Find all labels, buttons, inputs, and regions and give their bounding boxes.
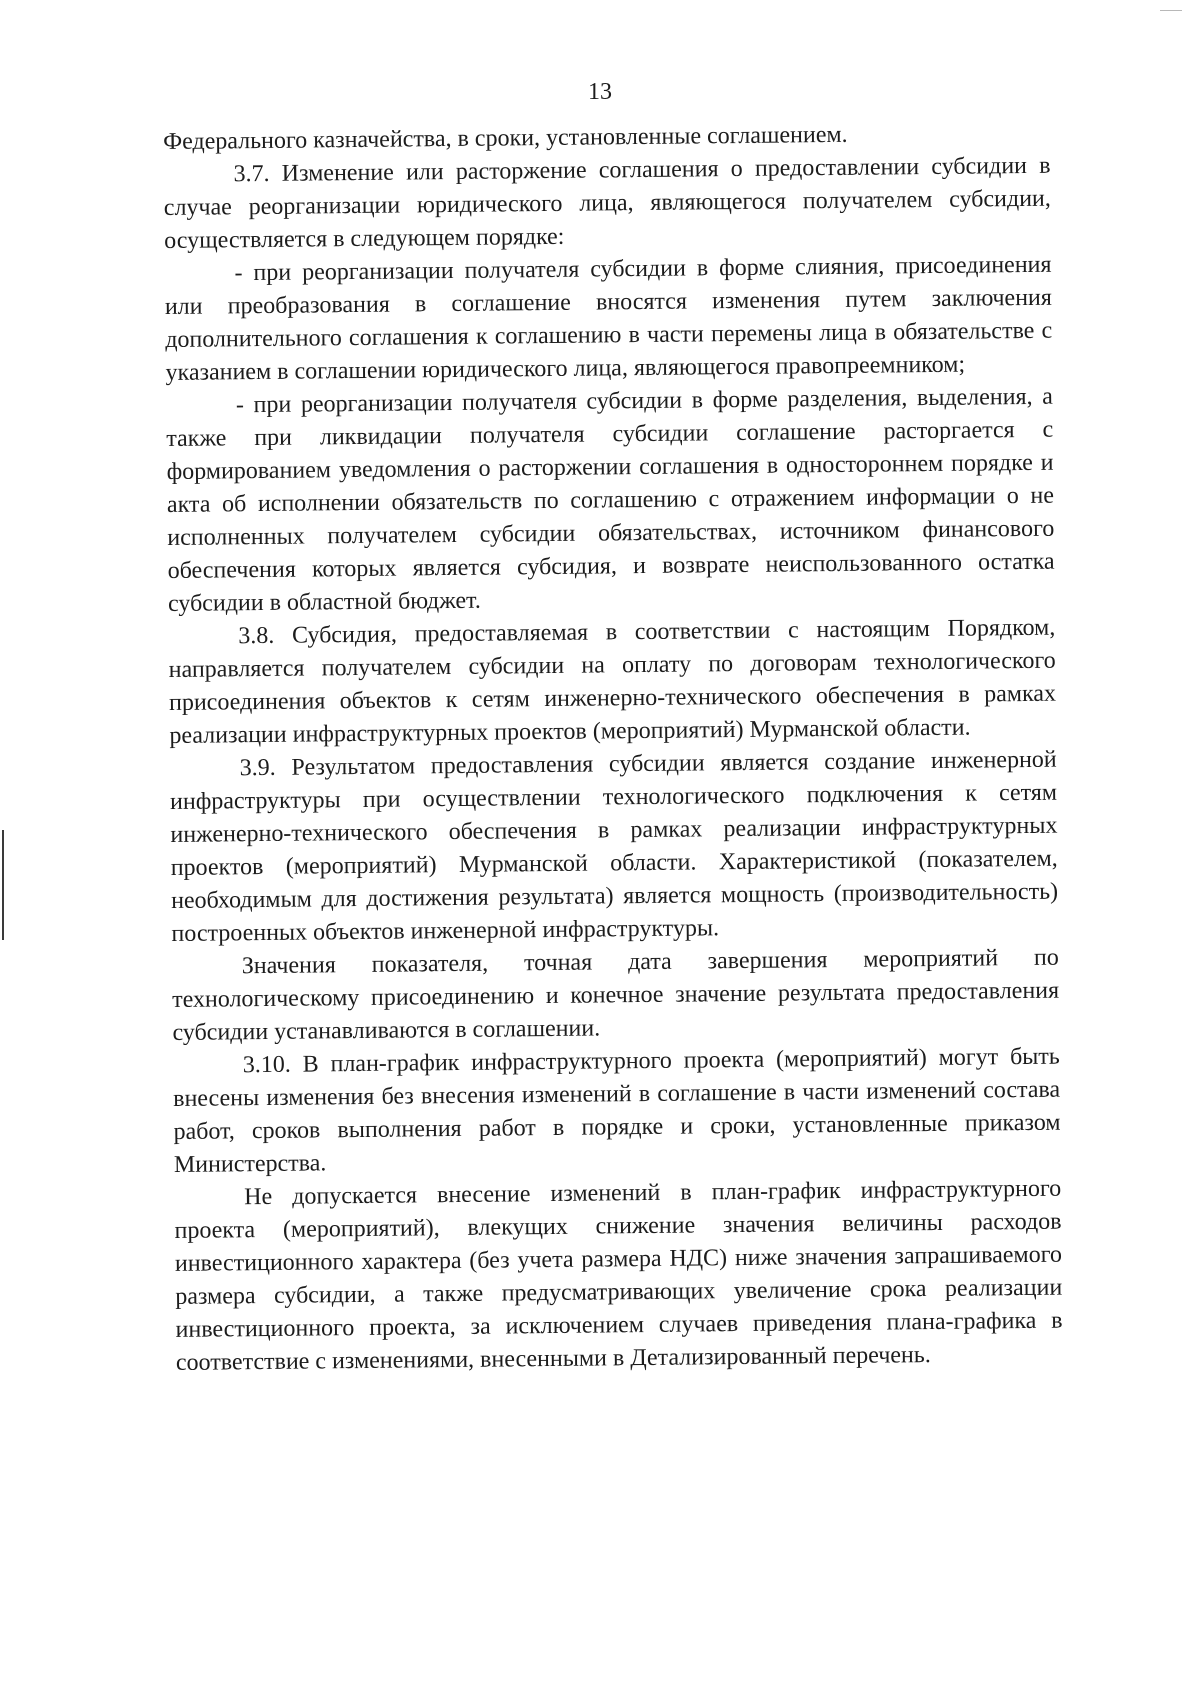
paragraph-3-7: 3.7. Изменение или расторжение соглашения о предоставлении субсидии в случае реорганизации юридического лица, являющегося получателем субсидии, осуществляется в следующем порядке: — [163, 152, 1051, 254]
document-body — [163, 117, 1063, 1380]
paragraph-3-10: 3.10. В план-график инфраструктурного проекта (мероприятий) могут быть внесены изменения без внесения изменений в соглашение в части изменений состава работ, сроков выполнения работ в порядке и сроки, установленные приказом Министерства. — [173, 1043, 1061, 1178]
margin-mark — [2, 830, 4, 940]
paragraph-bullet-merger: - при реорганизации получателя субсидии в форме слияния, присоединения или преобразования в соглашение вносятся изменения путем заключения дополнительного соглашения к соглашению в части перемены лица в обязательстве с указанием в соглашении юридического лица, являющегося правопреемником; — [164, 251, 1053, 386]
paragraph-indicator-values: Значения показателя, точная дата завершения мероприятий по технологическому присоединению и конечное значение результата предоставления субсидии устанавливаются в соглашении. — [172, 944, 1060, 1046]
paragraph-3-9: 3.9. Результатом предоставления субсидии является создание инженерной инфраструктуры при осуществлении технологического подключения к сетям инженерно-технического обеспечения в рамках реализации инфраструктурных проектов (мероприятий) Мурманской области. Характеристикой (показателем, необходимым для достижения результата) является мощность (производительность) построенных объектов инженерной инфраструктуры. — [169, 746, 1059, 947]
scan-artifact-line — [1160, 10, 1182, 11]
page-number: 13 — [588, 79, 612, 105]
paragraph-restrictions: Не допускается внесение изменений в план-график инфраструктурного проекта (мероприятий), влекущих снижение значения величины расходов инвестиционного характера (без учета размера НДС) ниже значения запрашиваемого размера субсидии, а также предусматривающих увеличение срока реализации инвестиционного проекта, за исключением случаев приведения плана-графика в соответствие с изменениями, внесенными в Детализированный перечень. — [174, 1175, 1063, 1376]
paragraph-continuation: Федерального казначейства, в сроки, установленные соглашением. — [163, 121, 848, 155]
paragraph-bullet-division: - при реорганизации получателя субсидии в форме разделения, выделения, а также при ликвидации получателя субсидии соглашение расторгается с формированием уведомления о расторжении соглашения в одностороннем порядке и акта об исполнении обязательств по соглашению с отражением информации о не исполненных получателем субсидии обязательствах, источником финансового обеспечения которых является субсидия, и возврате неиспользованного остатка субсидии в областной бюджет. — [166, 383, 1055, 617]
paragraph-3-8: 3.8. Субсидия, предоставляемая в соответствии с настоящим Порядком, направляется получателем субсидии на оплату по договорам технологического присоединения объектов к сетям инженерно-технического обеспечения в рамках реализации инфраструктурных проектов (мероприятий) Мурманской области. — [168, 614, 1057, 749]
